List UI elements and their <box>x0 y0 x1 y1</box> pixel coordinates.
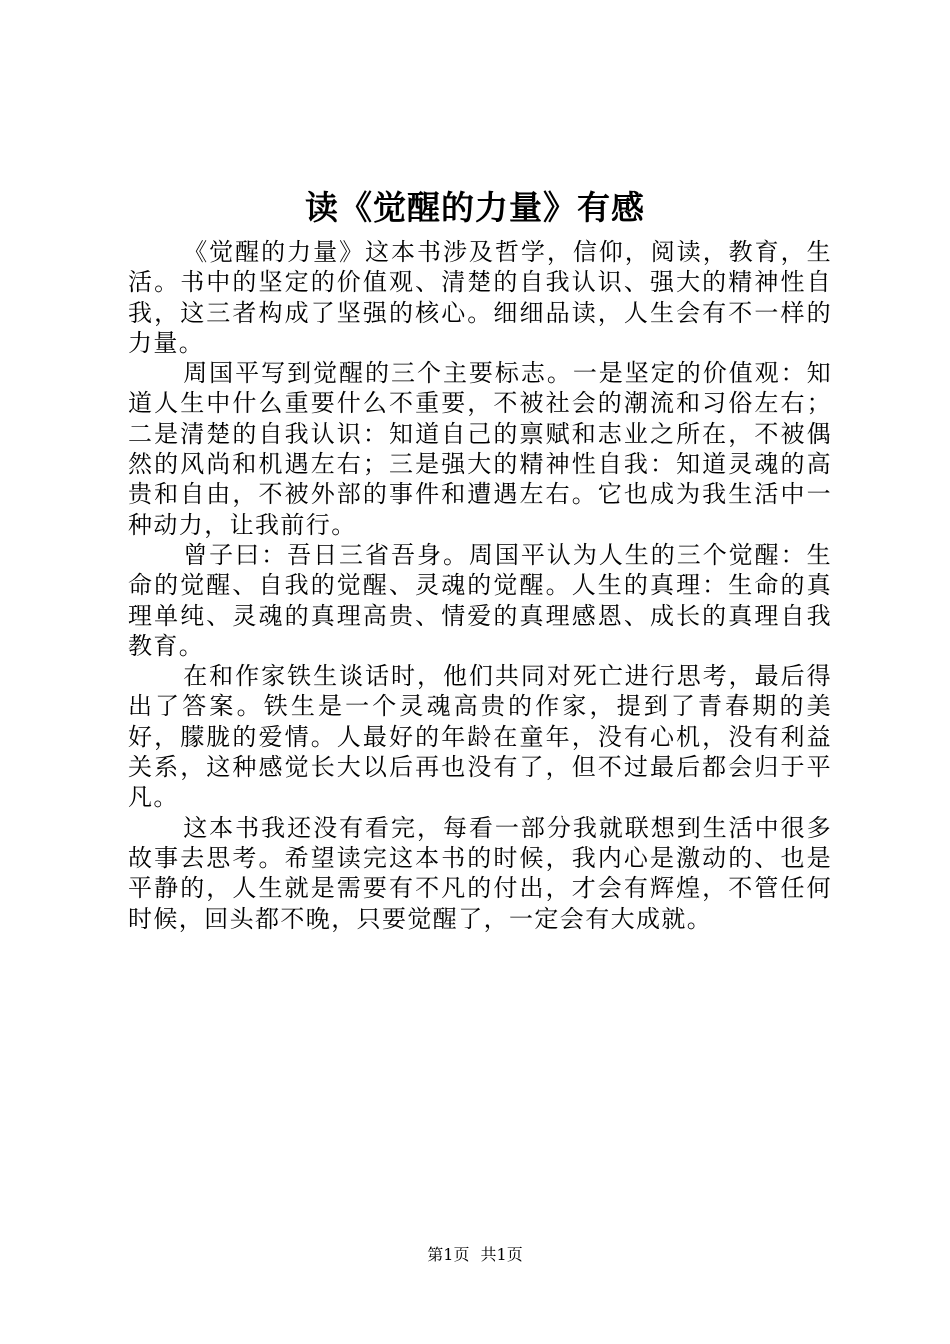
document-body <box>128 237 832 934</box>
paragraph: 《觉醒的力量》这本书涉及哲学，信仰，阅读，教育，生活。书中的坚定的价值观、清楚的自我认识、强大的精神性自我，这三者构成了坚强的核心。细细品读，人生会有不一样的力量。 <box>128 238 832 357</box>
paragraph: 这本书我还没有看完，每看一部分我就联想到生活中很多故事去思考。希望读完这本书的时候，我内心是激动的、也是平静的，人生就是需要有不凡的付出，才会有辉煌，不管任何时候，回头都不晚，只要觉醒了，一定会有大成就。 <box>128 813 832 933</box>
page-total: 共1页 <box>480 1245 523 1264</box>
page-footer <box>0 1244 950 1266</box>
document-title: 读《觉醒的力量》有感 <box>305 188 645 227</box>
page-number: 第1页 <box>427 1245 470 1264</box>
paragraph: 在和作家铁生谈话时，他们共同对死亡进行思考，最后得出了答案。铁生是一个灵魂高贵的作家，提到了青春期的美好，朦胧的爱情。人最好的年龄在童年，没有心机，没有利益关系，这种感觉长大以后再也没有了，但不过最后都会归于平凡。 <box>128 662 832 812</box>
paragraph: 曾子曰：吾日三省吾身。周国平认为人生的三个觉醒：生命的觉醒、自我的觉醒、灵魂的觉醒。人生的真理：生命的真理单纯、灵魂的真理高贵、情爱的真理感恩、成长的真理自我教育。 <box>128 540 832 660</box>
paragraph: 周国平写到觉醒的三个主要标志。一是坚定的价值观：知道人生中什么重要什么不重要，不被社会的潮流和习俗左右；二是清楚的自我认识：知道自己的禀赋和志业之所在，不被偶然的风尚和机遇左右；三是强大的精神性自我：知道灵魂的高贵和自由，不被外部的事件和遭遇左右。它也成为我生活中一种动力，让我前行。 <box>128 359 832 539</box>
